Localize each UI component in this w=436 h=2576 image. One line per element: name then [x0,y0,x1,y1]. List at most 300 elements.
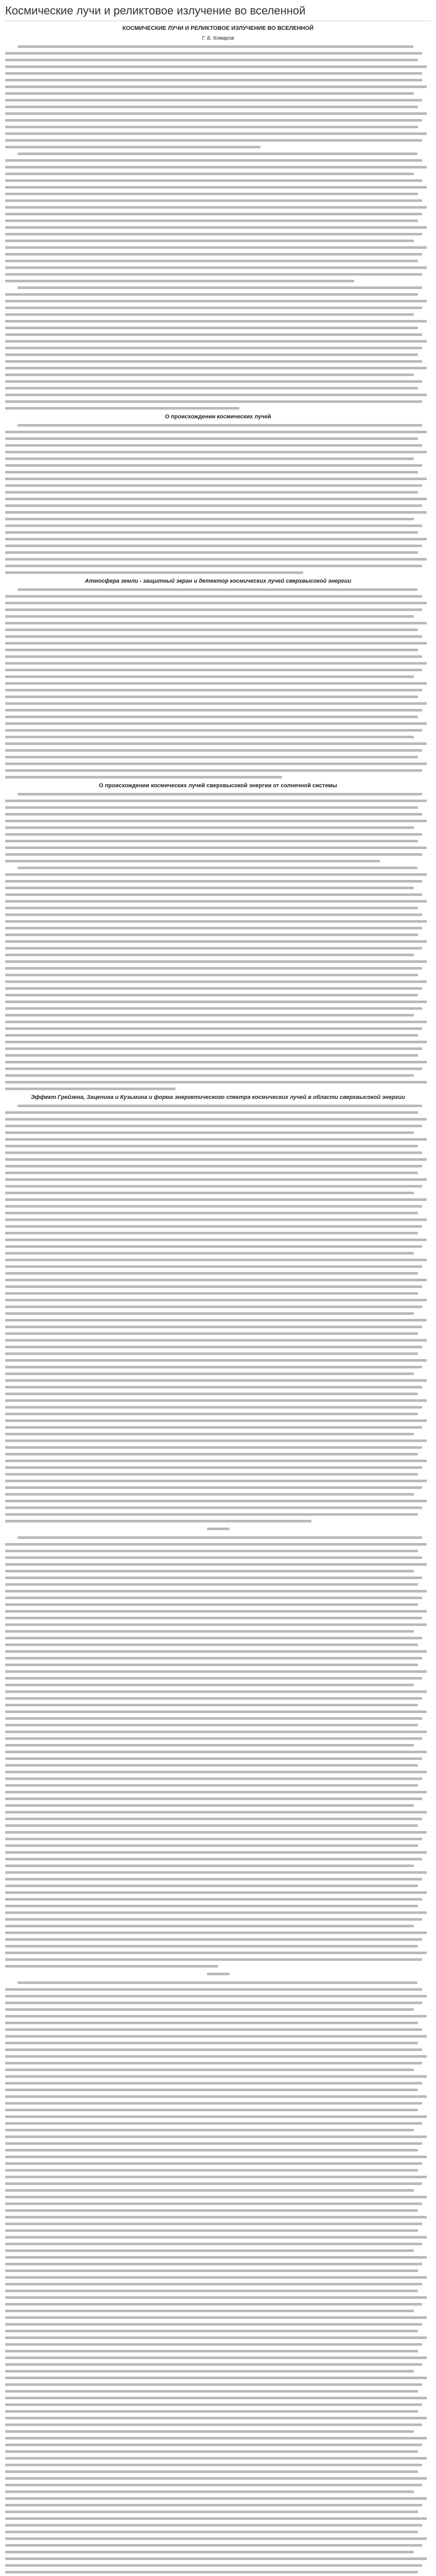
text-line-placeholder [5,253,422,256]
text-line-placeholder [5,662,427,665]
text-line-placeholder [5,1583,418,1586]
text-line-placeholder [5,1610,427,1613]
text-line-placeholder [5,2236,427,2239]
text-line-placeholder [5,1021,427,1023]
text-line-placeholder [5,538,427,540]
text-line-placeholder [5,1034,418,1037]
text-line-placeholder [5,1751,427,1753]
text-line-placeholder [5,1272,418,1275]
text-line-placeholder [5,1844,418,1847]
text-line-placeholder [5,2249,414,2252]
text-line-placeholder [5,813,422,816]
text-line-placeholder [5,1453,418,1455]
text-line-placeholder [5,1764,418,1767]
section-heading-origin: О происхождении космических лучей [165,414,271,420]
text-line-placeholder [5,1597,422,1599]
text-line-placeholder [5,1225,422,1228]
text-block [5,588,431,778]
text-line-placeholder [5,2109,418,2111]
text-line-placeholder [5,776,282,778]
text-line-placeholder [5,2511,418,2513]
text-line-placeholder [5,320,427,323]
text-line-placeholder [5,800,427,802]
text-line-placeholder [5,2189,414,2192]
text-line-placeholder [5,2484,422,2486]
text-line-placeholder [5,2243,422,2245]
text-line-placeholder [5,702,427,705]
text-line-placeholder [5,1292,418,1295]
text-line-placeholder [5,2202,422,2205]
text-line-placeholder [5,2383,422,2386]
text-line-placeholder [5,1811,427,1814]
text-line-placeholder [5,2089,418,2091]
text-line-placeholder [5,2544,422,2547]
text-block [5,286,431,410]
text-line-placeholder [5,1590,427,1592]
text-line-placeholder [5,1041,427,1043]
text-line-placeholder [5,974,418,976]
text-line-placeholder [5,2464,422,2466]
text-line-placeholder [5,79,422,81]
text-block [5,867,431,1090]
text-line-placeholder [5,2015,427,2018]
section-heading-atmosphere: Атмосфера земли - защитный экран и детектор космических лучей сверхвысокой энергии [84,578,352,584]
text-line-placeholder [5,1054,418,1057]
text-line-placeholder [5,1570,414,1572]
text-line-placeholder [5,1637,422,1639]
text-line-placeholder [5,1731,427,1733]
text-line-placeholder [5,1379,427,1382]
text-line-placeholder [5,608,422,611]
text-line-placeholder [5,1218,427,1221]
text-line-placeholder [5,2350,418,2352]
text-line-placeholder [5,1520,311,1522]
text-line-placeholder [5,1486,422,1489]
text-line-placeholder [5,2290,418,2292]
text-line-placeholder [5,749,422,752]
text-line-placeholder [5,2142,422,2145]
text-line-placeholder [5,1865,414,1867]
text-line-placeholder [5,1563,427,1566]
text-line-placeholder [5,1898,422,1901]
text-line-placeholder [5,2504,422,2506]
text-line-placeholder [5,2564,422,2567]
text-line-placeholder [5,1413,418,1415]
text-line-placeholder [5,159,422,162]
text-line-placeholder [5,1945,418,1947]
text-line-placeholder [5,769,422,772]
text-block [5,1105,431,1522]
text-line-placeholder [5,1232,418,1234]
text-line-placeholder [5,2216,427,2218]
text-line-placeholder [5,1306,422,1308]
text-line-placeholder [5,464,422,467]
text-line-placeholder [5,675,414,678]
text-line-placeholder [5,622,427,624]
text-line-placeholder [5,2149,418,2151]
text-line-placeholder [5,1988,422,1991]
text-line-placeholder [5,1125,422,1127]
text-line-placeholder [18,588,417,591]
text-line-placeholder [5,1386,422,1388]
text-line-placeholder [5,1185,422,1188]
text-block [5,152,431,282]
text-line-placeholder [5,1885,418,1887]
text-line-placeholder [5,1710,427,1713]
text-line-placeholder [5,2557,427,2560]
text-line-placeholder [5,2055,427,2058]
text-line-placeholder [5,994,418,996]
text-line-placeholder [5,1061,427,1063]
text-line-placeholder [5,333,422,336]
text-line-placeholder [5,1198,427,1201]
text-line-placeholder [5,1550,418,1552]
text-line-placeholder [5,1339,427,1342]
text-line-placeholder [5,1744,414,1747]
text-line-placeholder [5,1858,422,1860]
text-line-placeholder [5,72,422,75]
text-line-placeholder [5,2223,422,2225]
text-line-placeholder [5,266,427,269]
text-line-placeholder [5,887,414,889]
figure-caption-placeholder [207,1973,230,1975]
text-line-placeholder [5,571,303,574]
text-line-placeholder [5,954,414,956]
section-heading-solar: О происхождении космических лучей сверхвысокой энергии от солнечной системы [99,783,337,789]
text-line-placeholder [5,1406,422,1409]
text-line-placeholder [5,1878,422,1880]
text-line-placeholder [5,2115,427,2118]
text-line-placeholder [5,558,427,561]
text-line-placeholder [5,1151,422,1154]
text-line-placeholder [5,947,422,950]
text-line-placeholder [5,2082,422,2084]
text-line-placeholder [5,119,422,122]
text-line-placeholder [5,1007,422,1010]
text-line-placeholder [5,347,422,349]
text-line-placeholder [5,2330,418,2332]
text-line-placeholder [5,65,427,68]
text-line-placeholder [5,1771,427,1773]
text-line-placeholder [5,293,418,296]
text-line-placeholder [5,716,418,718]
text-line-placeholder [5,893,422,896]
text-line-placeholder [5,1690,427,1693]
text-block [5,424,431,574]
text-line-placeholder [5,524,422,527]
text-line-placeholder [5,2028,422,2031]
text-line-placeholder [5,1014,414,1016]
text-line-placeholder [5,2551,414,2553]
text-line-placeholder [5,226,427,229]
text-line-placeholder [18,867,417,869]
text-line-placeholder [5,1245,422,1248]
text-line-placeholder [5,1047,422,1050]
text-line-placeholder [5,179,422,182]
text-line-placeholder [5,407,239,410]
text-line-placeholder [5,2095,427,2098]
text-line-placeholder [5,374,414,376]
text-line-placeholder [5,1027,422,1030]
text-line-placeholder [5,2370,414,2372]
text-line-placeholder [5,2477,427,2480]
text-line-placeholder [5,2102,422,2105]
text-line-placeholder [5,260,418,262]
text-line-placeholder [5,2176,427,2178]
text-line-placeholder [5,1911,427,1914]
text-line-placeholder [5,1205,422,1208]
text-line-placeholder [5,2336,427,2339]
text-line-placeholder [5,920,427,923]
text-line-placeholder [5,1067,422,1070]
text-line-placeholder [5,340,427,343]
text-line-placeholder [5,2182,422,2185]
text-line-placeholder [5,820,427,822]
text-line-placeholder [5,1891,427,1894]
text-block [5,1981,431,2576]
text-line-placeholder [5,233,422,235]
text-line-placeholder [5,360,422,363]
text-line-placeholder [5,478,427,480]
text-line-placeholder [5,86,427,88]
text-line-placeholder [5,655,422,658]
text-line-placeholder [5,649,418,651]
text-line-placeholder [5,444,422,447]
text-line-placeholder [5,1871,427,1874]
text-line-placeholder [5,1918,422,1921]
text-line-placeholder [5,2571,418,2573]
text-line-placeholder [5,173,414,175]
text-line-placeholder [5,2276,427,2279]
text-line-placeholder [5,2310,414,2312]
text-line-placeholder [5,907,418,909]
text-line-placeholder [5,92,414,95]
text-line-placeholder [5,742,427,745]
text-line-placeholder [5,380,422,383]
text-line-placeholder [5,1460,427,1462]
text-line-placeholder [5,2343,422,2346]
text-line-placeholder [5,367,427,369]
text-line-placeholder [5,1556,422,1559]
text-line-placeholder [5,59,418,61]
text-line-placeholder [5,1643,418,1646]
text-line-placeholder [5,2377,427,2379]
text-line-placeholder [5,498,427,500]
text-line-placeholder [5,709,422,711]
text-line-placeholder [5,1925,414,1927]
text-line-placeholder [5,635,422,638]
text-line-placeholder [5,900,427,903]
text-line-placeholder [5,2497,427,2500]
text-line-placeholder [5,2002,422,2004]
text-line-placeholder [5,2537,427,2540]
text-line-placeholder [5,987,422,990]
text-line-placeholder [5,1252,414,1255]
text-line-placeholder [5,1111,418,1114]
text-line-placeholder [5,1433,414,1435]
text-line-placeholder [5,1158,427,1161]
text-line-placeholder [5,2531,418,2533]
text-line-placeholder [5,696,418,698]
text-line-placeholder [5,219,418,222]
text-line-placeholder [5,1466,422,1469]
text-line-placeholder [5,146,260,148]
text-line-placeholder [5,2196,427,2198]
text-line-placeholder [5,826,414,829]
text-line-placeholder [5,2156,427,2158]
text-line-placeholder [5,1480,427,1482]
text-line-placeholder [5,2417,427,2419]
text-line-placeholder [5,1684,414,1686]
section-heading-greisen: Эффект Грейзена, Зацепина и Кузьмина и форма энергетического спектра космических лучей в области сверхвысокой энергии [31,1094,405,1100]
text-line-placeholder [5,307,422,309]
text-line-placeholder [5,1724,418,1726]
text-line-placeholder [5,431,427,433]
text-line-placeholder [5,313,414,316]
text-line-placeholder [5,2269,418,2272]
text-line-placeholder [5,2410,418,2413]
text-line-placeholder [5,166,427,168]
text-line-placeholder [5,1670,427,1673]
text-line-placeholder [5,1804,414,1807]
text-line-placeholder [5,132,427,135]
text-line-placeholder [5,1265,422,1268]
text-line-placeholder [5,833,422,836]
text-line-placeholder [5,1697,422,1700]
text-line-placeholder [5,873,427,876]
text-line-placeholder [5,1393,418,1395]
text-line-placeholder [5,1372,414,1375]
text-line-placeholder [5,1332,418,1335]
text-line-placeholder [5,387,418,389]
text-line-placeholder [5,2283,422,2285]
text-line-placeholder [5,437,418,440]
text-line-placeholder [5,2490,414,2493]
text-line-placeholder [5,629,418,631]
text-line-placeholder [5,1131,414,1134]
text-line-placeholder [5,1192,414,1194]
text-line-placeholder [5,186,427,189]
text-line-placeholder [5,1439,427,1442]
text-line-placeholder [5,1419,427,1422]
text-line-placeholder [5,99,422,101]
text-line-placeholder [5,327,418,329]
text-line-placeholder [5,213,422,215]
text-line-placeholder [5,1965,218,1968]
text-line-placeholder [5,2397,427,2399]
text-line-placeholder [5,756,418,758]
text-line-placeholder [5,2470,418,2473]
text-line-placeholder [5,729,422,732]
text-line-placeholder [5,1081,427,1083]
text-line-placeholder [5,1352,418,1355]
text-line-placeholder [5,2450,418,2453]
text-line-placeholder [5,2129,414,2131]
text-line-placeholder [5,1178,427,1181]
text-line-placeholder [5,1838,422,1840]
text-line-placeholder [5,2122,422,2125]
text-line-placeholder [5,880,422,883]
text-line-placeholder [5,2296,427,2299]
text-line-placeholder [5,1312,414,1315]
text-line-placeholder [5,1577,422,1579]
text-line-placeholder [5,2062,422,2064]
text-line-placeholder [5,2457,427,2460]
text-line-placeholder [5,1737,422,1740]
figure-caption-placeholder [207,1528,230,1530]
text-line-placeholder [5,1757,422,1760]
text-line-placeholder [5,1399,427,1402]
text-line-placeholder [5,2229,418,2232]
text-line-placeholder [5,471,418,473]
text-line-placeholder [5,246,427,249]
text-line-placeholder [5,853,422,856]
text-line-placeholder [5,1212,418,1214]
text-line-placeholder [5,860,380,862]
text-line-placeholder [5,199,422,202]
text-line-placeholder [5,551,418,554]
text-line-placeholder [5,2209,418,2212]
text-line-placeholder [5,934,418,936]
text-line-placeholder [5,1777,422,1780]
text-line-placeholder [5,1088,176,1090]
text-line-placeholder [5,722,427,725]
text-line-placeholder [5,1074,414,1077]
text-line-placeholder [5,2303,422,2306]
text-line-placeholder [5,595,422,598]
text-line-placeholder [5,1818,422,1820]
text-line-placeholder [5,980,427,983]
text-line-placeholder [5,2162,422,2165]
text-line-placeholder [5,2403,422,2406]
text-line-placeholder [5,806,418,809]
text-line-placeholder [5,1831,427,1834]
text-line-placeholder [5,1506,422,1509]
text-line-placeholder [5,2035,427,2038]
text-line-placeholder [5,1905,418,1907]
text-line-placeholder [5,240,414,242]
text-line-placeholder [5,518,414,520]
text-line-placeholder [5,1138,427,1141]
text-line-placeholder [5,2169,418,2172]
text-line-placeholder [5,2430,414,2433]
text-line-placeholder [5,1717,422,1720]
text-line-placeholder [5,1798,422,1800]
text-line-placeholder [5,2136,427,2138]
text-line-placeholder [5,967,422,970]
text-line-placeholder [5,52,422,55]
text-line-placeholder [5,1001,427,1003]
text-line-placeholder [5,1995,427,1997]
text-line-placeholder [18,286,422,289]
text-line-placeholder [5,1172,418,1174]
text-line-placeholder [5,451,427,453]
text-line-placeholder [5,457,414,460]
article-subtitle: КОСМИЧЕСКИЕ ЛУЧИ И РЕЛИКТОВОЕ ИЗЛУЧЕНИЕ ВО ВСЕЛЕННОЙ [122,25,314,31]
text-line-placeholder [5,840,418,842]
text-block [5,1536,431,1968]
text-line-placeholder [5,1603,418,1606]
text-line-placeholder [5,1657,422,1659]
text-line-placeholder [5,602,427,604]
text-line-placeholder [5,913,422,916]
text-line-placeholder [5,206,427,209]
text-line-placeholder [5,2524,422,2527]
text-line-placeholder [5,1617,422,1619]
text-line-placeholder [5,2357,427,2359]
text-line-placeholder [18,424,422,427]
text-line-placeholder [5,1543,427,1546]
